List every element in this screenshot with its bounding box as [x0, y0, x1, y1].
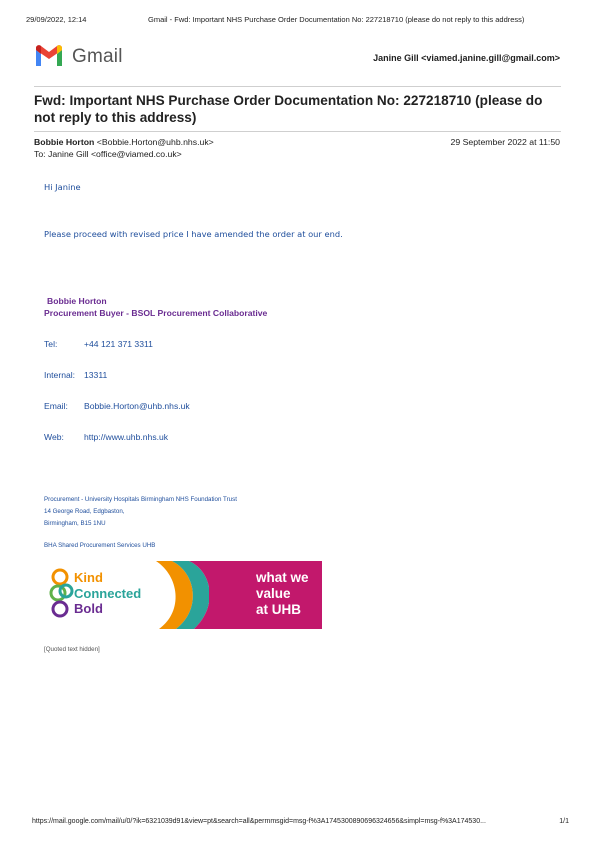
address-line-1: Procurement - University Hospitals Birmingham NHS Foundation Trust: [44, 496, 237, 503]
signature-name: Bobbie Horton: [47, 296, 107, 306]
email-link[interactable]: Bobbie.Horton@uhb.nhs.uk: [84, 401, 190, 411]
email-label: Email:: [44, 401, 68, 411]
sender-line: [34, 137, 214, 147]
gmail-logo-icon: [34, 44, 64, 68]
print-datetime: 29/09/2022, 12:14: [26, 15, 87, 24]
quoted-text-toggle[interactable]: [Quoted text hidden]: [44, 646, 100, 653]
banner-left-text: [74, 570, 141, 617]
address-line-2: 14 George Road, Edgbaston,: [44, 508, 125, 515]
banner-value: value: [256, 586, 291, 601]
subject-divider: [34, 131, 561, 132]
email-subject: Fwd: Important NHS Purchase Order Documentation No: 227218710 (please do not reply to this address): [34, 93, 543, 125]
tel-value[interactable]: +44 121 371 3311: [84, 339, 153, 349]
recipient-line: To: Janine Gill <office@viamed.co.uk>: [34, 149, 182, 159]
banner-right-text: [256, 570, 309, 618]
header-divider: [34, 86, 561, 87]
internal-label: Internal:: [44, 370, 76, 380]
print-title: Gmail - Fwd: Important NHS Purchase Order Documentation No: 227218710 (please do not reply to this address): [148, 15, 525, 24]
address-line-3: Birmingham, B15 1NU: [44, 520, 106, 527]
account-label: Janine Gill <viamed.janine.gill@gmail.com>: [373, 53, 560, 63]
sender-email[interactable]: <Bobbie.Horton@uhb.nhs.uk>: [96, 137, 214, 147]
internal-value: 13311: [84, 370, 108, 380]
gmail-wordmark: Gmail: [72, 46, 123, 67]
print-footer-url: https://mail.google.com/mail/u/0/?ik=6321039d91&view=pt&search=all&permmsgid=msg-f%3A1745300890696324656&simpl=msg-f%3A174530...: [32, 818, 486, 825]
banner-what-we: what we: [256, 570, 309, 585]
web-link[interactable]: http://www.uhb.nhs.uk: [84, 432, 169, 442]
banner-kind: Kind: [74, 570, 103, 585]
banner-at-uhb: at UHB: [256, 602, 302, 617]
banner-bold: Bold: [74, 601, 103, 616]
banner-connected: Connected: [74, 585, 142, 601]
print-page-number: 1/1: [559, 818, 569, 825]
signature-role: Procurement Buyer - BSOL Procurement Collaborative: [44, 308, 268, 318]
sender-name: Bobbie Horton: [34, 137, 95, 147]
uhb-values-banner: [44, 561, 322, 629]
tel-label: Tel:: [44, 339, 58, 349]
message-date: 29 September 2022 at 11:50: [450, 137, 560, 147]
service-line: BHA Shared Procurement Services UHB: [44, 542, 156, 549]
greeting: Hi Janine: [44, 182, 81, 192]
message-body: Please proceed with revised price I have amended the order at our end.: [44, 229, 343, 239]
web-label: Web:: [44, 432, 64, 442]
